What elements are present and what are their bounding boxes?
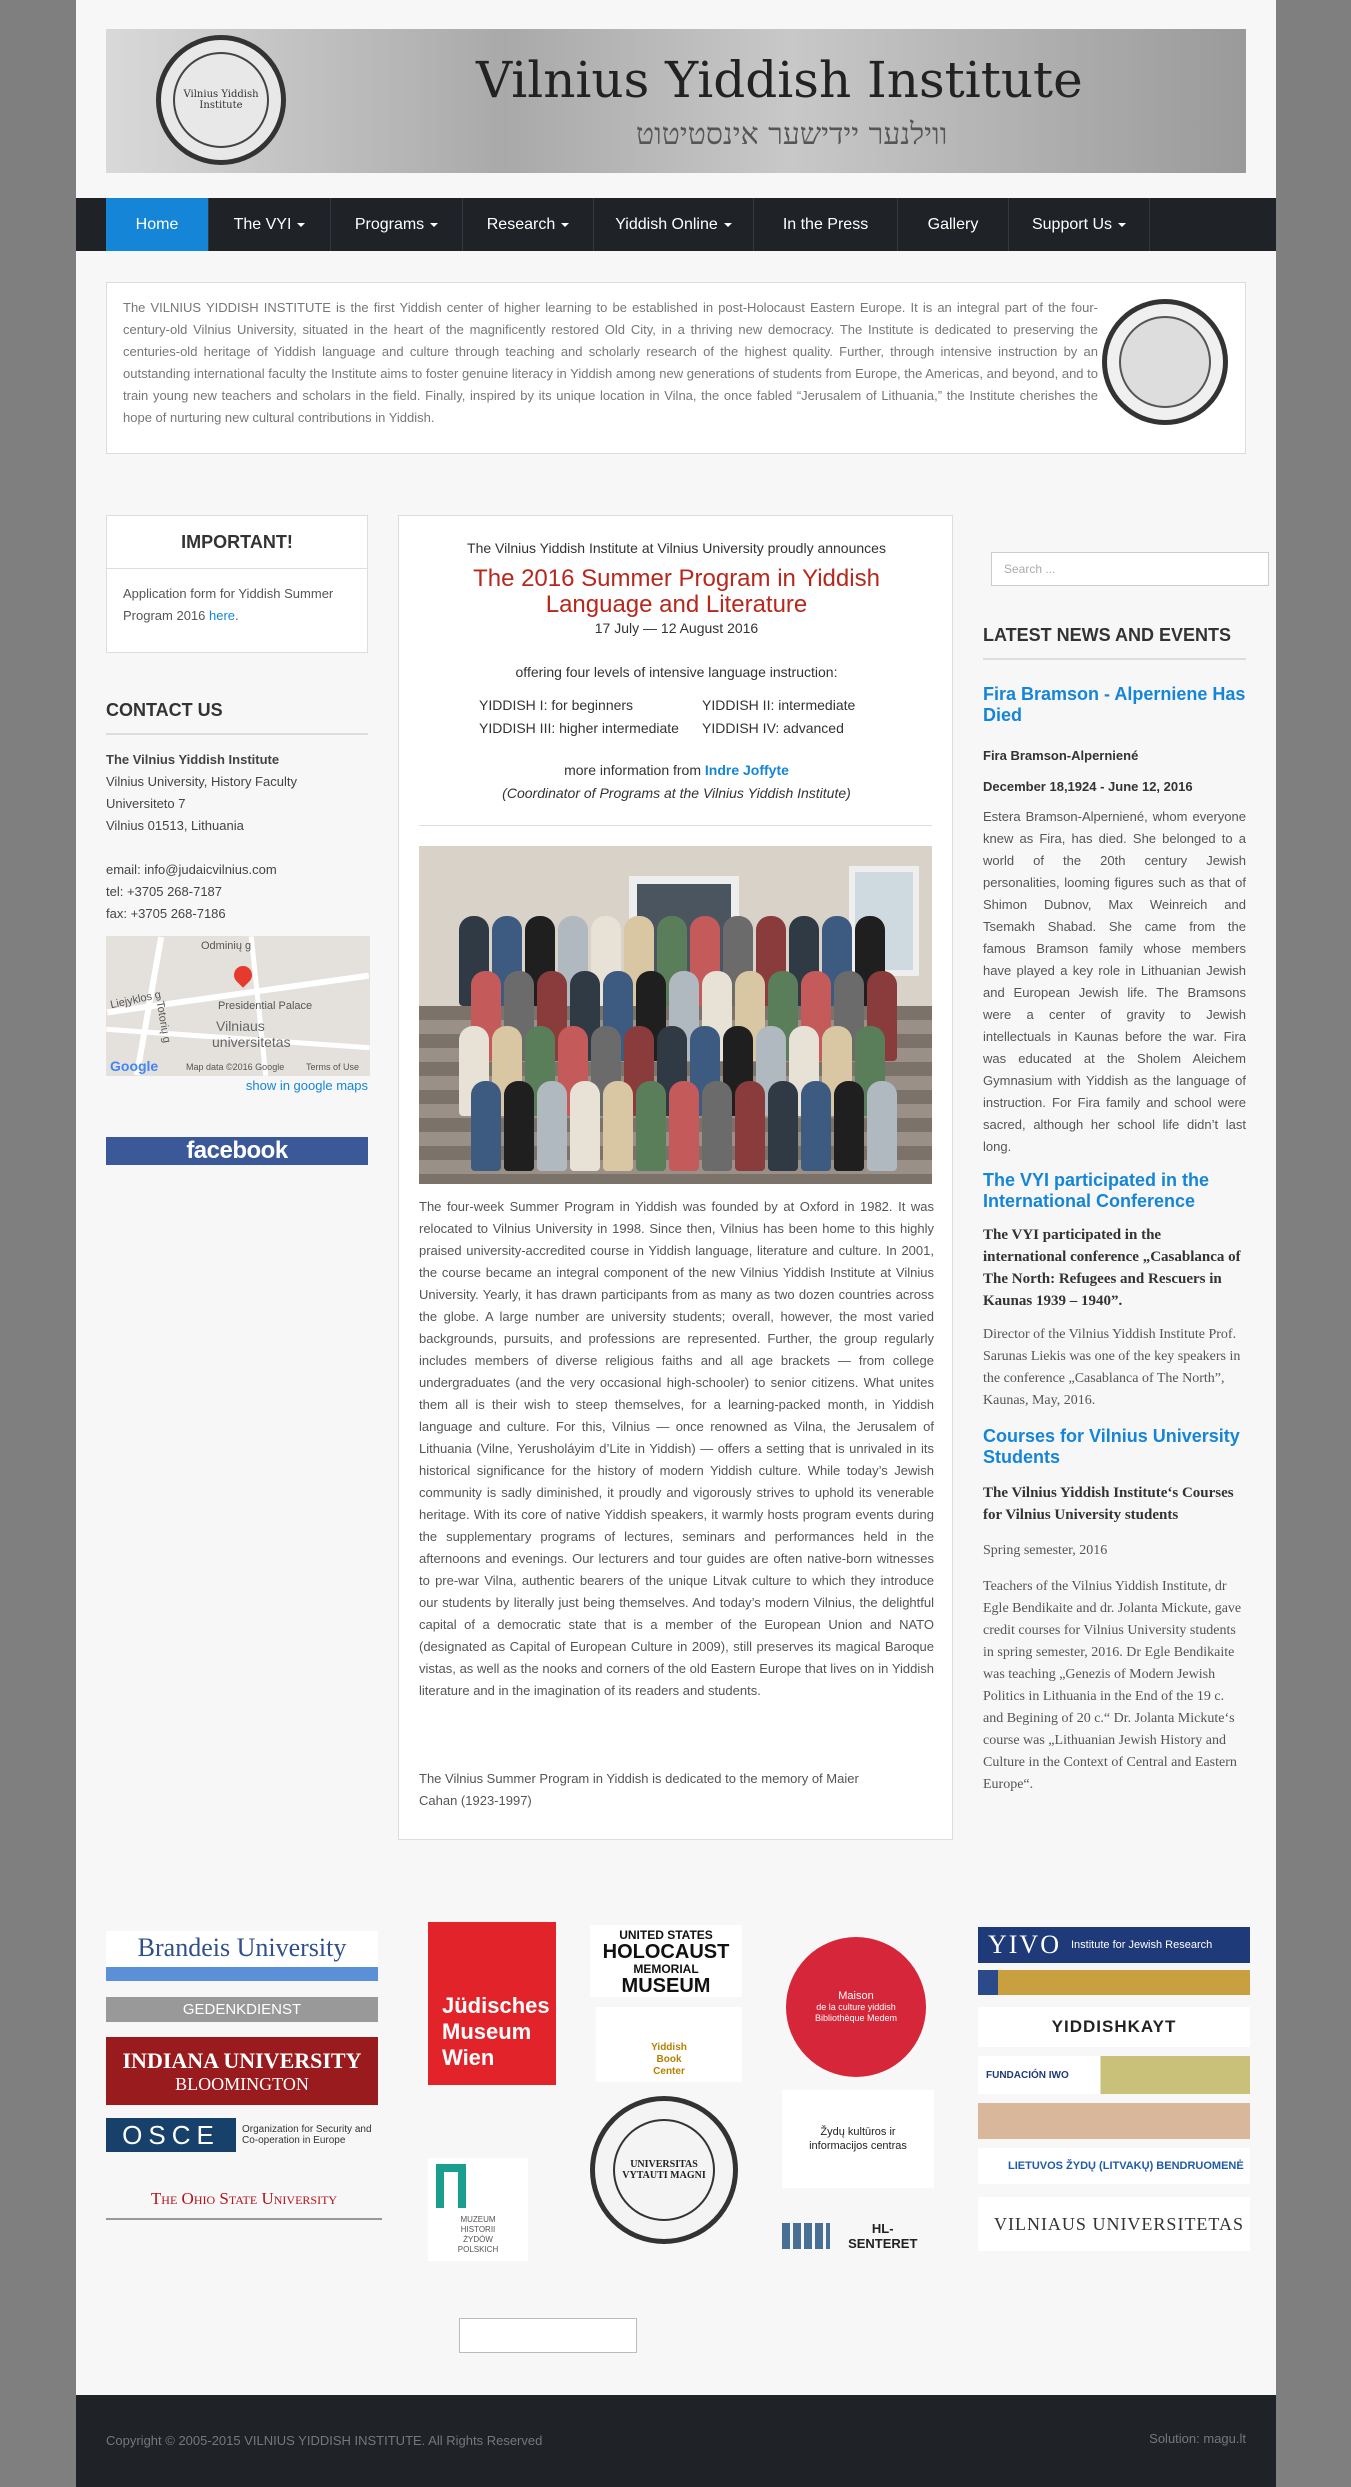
nav-research[interactable]: Research (463, 198, 594, 251)
brandeis-logo[interactable]: Brandeis University (106, 1931, 378, 1981)
news-item-2-text: Director of the Vilnius Yiddish Institute Prof. Sarunas Liekis was one of the key speakers in the conference „Casablanca of The North”, Kaunas, May, 2016. (983, 1327, 1241, 1408)
levels-list (479, 694, 899, 740)
photo-person (669, 1081, 699, 1171)
solution-link[interactable]: Solution: magu.lt (1149, 2431, 1246, 2446)
nav-home[interactable]: Home (106, 198, 209, 251)
osce-logo[interactable]: OSCE Organization for Security and Co-operation in Europe (106, 2117, 378, 2153)
photo-person (570, 1081, 600, 1171)
nav-support-us[interactable]: Support Us (1009, 198, 1150, 251)
intro-text: The VILNIUS YIDDISH INSTITUTE is the first Yiddish center of higher learning to be established in post-Holocaust Eastern Europe. It is an integral part of the four-century-old Vilnius University, situated in the heart of the magnificently restored Old City, in a thriving new democracy. The Institute is dedicated to preserving the centuries-old heritage of Yiddish language and culture through teaching and scholarly research of the highest quality. Further, through intensive instruction by an outstanding international faculty the Institute aims to foster genuine literacy in Yiddish among new generations of students from Europe, the Americas, and beyond, and to train young new teachers and scholars in the field. Finally, inspired by its unique location in Vilna, the once fabled “Jerusalem of Lithuania,” the Institute cherishes the hope of nurturing new cultural contributions in Yiddish. (123, 300, 1098, 425)
photo-person (603, 1081, 633, 1171)
maison-culture-yiddish-logo[interactable]: Maison de la culture yiddish Bibliothèque Medem (786, 1937, 926, 2077)
site-title-yiddish: ווילנער יידישער אינסטיטוט (636, 117, 948, 152)
group-photo (419, 846, 932, 1184)
map-street-2: Odminių g (201, 940, 252, 952)
contact-address-2: Universiteto 7 (106, 796, 186, 811)
institute-seal-logo-small (1102, 299, 1228, 425)
photo-person (537, 1081, 567, 1171)
institute-seal-logo (156, 35, 286, 165)
nav-gallery[interactable]: Gallery (898, 198, 1009, 251)
photo-person (867, 1081, 897, 1171)
page (76, 0, 1276, 2487)
nav-yiddish-online[interactable]: Yiddish Online (594, 198, 754, 251)
news-item-1-title[interactable]: Fira Bramson - Alperniene Has Died (983, 684, 1246, 725)
fundacion-iwo-logo[interactable]: FUNDACIÓN IWO (978, 2056, 1250, 2094)
dedication-text: The Vilnius Summer Program in Yiddish is dedicated to the memory of Maier Cahan (1923-1997) (419, 1771, 859, 1808)
ushmm-logo[interactable]: UNITED STATES HOLOCAUST MEMORIAL MUSEUM (590, 1925, 742, 1997)
map-place-label: Presidential Palace (218, 1000, 313, 1012)
main-navigation (76, 198, 1276, 251)
lzb-community-logo[interactable]: LIETUVOS ŽYDŲ (LITVAKŲ) BENDRUOMENĖ (978, 2148, 1250, 2184)
nav-list (76, 198, 1276, 251)
level-4: YIDDISH IV: advanced (702, 720, 844, 736)
photo-person (471, 1081, 501, 1171)
map-area-label-2: universitetas (212, 1034, 291, 1050)
google-logo: Google (110, 1058, 159, 1074)
main-content (398, 515, 953, 1840)
news-item-1-name: Fira Bramson-Alperniené (983, 748, 1139, 763)
show-in-google-maps-link[interactable]: show in google maps (245, 1078, 368, 1093)
google-map[interactable] (106, 936, 370, 1076)
photo-person (768, 1081, 798, 1171)
news-title: LATEST NEWS AND EVENTS (983, 625, 1246, 660)
contact-address-1: Vilnius University, History Faculty (106, 774, 297, 789)
news-item-3-title[interactable]: Courses for Vilnius University Students (983, 1426, 1240, 1467)
news-item-2-lead: The VYI participated in the international conference „Casablanca of The North: Refugees and Rescuers in Kaunas 1939 – 1940”. (983, 1227, 1241, 1309)
important-title: IMPORTANT! (107, 516, 367, 569)
nav-in-the-press[interactable]: In the Press (754, 198, 898, 251)
contact-tel: tel: +3705 268-7187 (106, 884, 223, 899)
caret-down-icon (297, 223, 305, 227)
header-banner[interactable] (106, 29, 1246, 173)
important-text: Application form for Yiddish Summer Program 2016 here. (123, 586, 334, 623)
program-dates: 17 July — 12 August 2016 (594, 620, 759, 636)
news-item-1-dates: December 18,1924 - June 12, 2016 (983, 779, 1193, 794)
polin-museum-logo[interactable]: MUZEUM HISTORII ŻYDÓW POLSKICH (428, 2158, 528, 2261)
site-title: Vilnius Yiddish Institute (476, 51, 1083, 109)
nav-the-vyi[interactable]: The VYI (209, 198, 331, 251)
caret-down-icon (430, 223, 438, 227)
contact-address-3: Vilnius 01513, Lithuania (106, 818, 244, 833)
map-street-1: Liejyklos g (109, 988, 163, 1012)
zydu-kulturos-centras-logo[interactable]: Žydų kultūros ir informacijos centras (782, 2090, 934, 2188)
coordinator-link[interactable]: Indre Joffyte (704, 762, 789, 778)
partner-banner-logo[interactable] (978, 1970, 1250, 1995)
seal-text: Vilnius Yiddish Institute (173, 52, 269, 148)
news-item-1-text: Estera Bramson-Alperniené, whom everyone knew as Fira, has died. She belonged to a world of the 20th century Jewish personalities, looming figures such as that of Shimon Dubnov, Max Weinreich and Tsemakh Shabad. She came from the famous Bramson family whose members have played a key role in Lithuanian Jewish and European Jewish life. The Bramsons were a center of gravity to Jewish intellectuals in Kaunas before the war. Fira was educated at the Sholem Aleichem Gymnasium with Yiddish as the language of instruction. For Fira family and school were sacred, although her school life didn’t last long. (983, 809, 1246, 1154)
ohio-state-logo[interactable]: The Ohio State University (106, 2180, 382, 2220)
search-input[interactable]: Search ... (991, 552, 1269, 586)
partners-logos (106, 1920, 1246, 2270)
application-form-link[interactable]: here (209, 608, 236, 623)
museum-banner-logo[interactable] (978, 2103, 1250, 2139)
caret-down-icon (1118, 223, 1126, 227)
photo-person (636, 1081, 666, 1171)
map-area-label-1: Vilniaus (216, 1018, 265, 1034)
indiana-university-logo[interactable]: INDIANA UNIVERSITY BLOOMINGTON (106, 2037, 378, 2105)
level-1: YIDDISH I: for beginners (479, 697, 634, 713)
hl-senteret-logo[interactable]: HL-SENTERET (782, 2220, 934, 2252)
contact-title: CONTACT US (106, 700, 368, 735)
coordinator-title: (Coordinator of Programs at the Vilnius Yiddish Institute) (502, 785, 851, 801)
news-item-2-title[interactable]: The VYI participated in the International Conference (983, 1170, 1210, 1211)
important-box (106, 515, 368, 653)
contact-name: The Vilnius Yiddish Institute (106, 752, 280, 767)
photo-person (834, 1081, 864, 1171)
photo-person (735, 1081, 765, 1171)
photo-person (702, 1081, 732, 1171)
nav-programs[interactable]: Programs (331, 198, 463, 251)
contact-details (106, 749, 368, 925)
vilnius-university-logo[interactable]: VILNIAUS UNIVERSITETAS (978, 2197, 1250, 2251)
divider (419, 825, 932, 826)
copyright-text: Copyright © 2005-2015 VILNIUS YIDDISH INSTITUTE. All Rights Reserved (106, 2433, 543, 2448)
map-data-credit: Map data ©2016 Google (186, 1062, 285, 1072)
photo-person (504, 1081, 534, 1171)
yivo-logo[interactable]: YIVO Institute for Jewish Research (978, 1927, 1250, 1963)
announce-text: The Vilnius Yiddish Institute at Vilnius University proudly announces (467, 540, 886, 556)
caret-down-icon (561, 223, 569, 227)
program-title: The 2016 Summer Program in Yiddish Language and Literature (473, 565, 880, 618)
news-item-3-text: Teachers of the Vilnius Yiddish Institute, dr Egle Bendikaite and dr. Jolanta Mickute, gave credit courses for Vilnius University students in spring semester, 2016. Dr Egle Bendikaite was teaching „Genezis of Modern Jewish Politics in Lithuania in the End of the 19 c. and Begining of 20 c.“ Dr. Jolanta Mickute‘s course was „Lithuanian Jewish History and Culture in the Context of Central and Eastern Europe“. (983, 1579, 1242, 1792)
caret-down-icon (724, 223, 732, 227)
intro-box (106, 282, 1246, 454)
map-terms-link[interactable]: Terms of Use (306, 1062, 360, 1072)
seal-inner (1119, 316, 1211, 408)
yiddishkayt-logo[interactable]: YIDDISHKAYT (978, 2007, 1250, 2047)
contact-fax: fax: +3705 268-7186 (106, 906, 226, 921)
news-section (983, 625, 1246, 1796)
juedisches-museum-wien-logo[interactable]: Jüdisches Museum Wien (428, 1922, 556, 2085)
map-street-3: Totorių g (153, 1000, 173, 1044)
widget-box[interactable] (459, 2318, 637, 2353)
photo-person (801, 1081, 831, 1171)
contact-section (106, 700, 368, 925)
footer (76, 2395, 1276, 2487)
level-2: YIDDISH II: intermediate (702, 697, 856, 713)
program-description: The four-week Summer Program in Yiddish was founded by at Oxford in 1982. It was relocated to Vilnius University in 1998. Since then, Vilnius has been home to this highly praised university-accredited course in Yiddish language, literature and culture. In 2001, the course became an integral component of the new Vilnius Yiddish Institute at Vilnius University. Yearly, it has drawn participants from as many as two dozen countries across the globe. A large number are university students; overall, however, the most varied backgrounds, pursuits, and professions are represented. Further, the group regularly includes members of diverse religious faiths and all age brackets — from college undergraduates (and the very occasional high-schooler) to senior citizens. What unites them all is their wish to steep themselves, for a learning-packed month, in Yiddish language and culture. For this, Vilnius — once renowned as Vilna, the Jerusalem of Lithuania (Vilne, Yerusholáyim d’Lite in Yiddish) — offers a setting that is unrivaled in its historical significance for the history of modern Yiddish culture. While today’s Jewish community is sadly diminished, it proudly and vigorously strives to uphold its venerable heritage. With its core of native Yiddish speakers, it warmly hosts program events during the supplementary programs of lectures, seminars and performances held in the afternoons and evenings. Our lecturers and tour guides are often native-born witnesses to pre-war Vilna, authentic bearers of the unique Litvak culture to which they introduce our students by literally just being themselves. And today’s modern Vilnius, the delightful capital of a democratic state that is a member of the European Union and NATO (designated as Capital of European Culture in 2009), still preserves its magical Baroque vistas, as well as the nooks and corners of the old Eastern Europe that lives on in Yiddish literature and in the imagination of its readers and students. (419, 1199, 934, 1698)
news-item-3-lead: The Vilnius Yiddish Institute‘s Courses for Vilnius University students (983, 1485, 1234, 1523)
vytautas-magnus-university-seal[interactable]: UNIVERSITAS VYTAUTI MAGNI (590, 2096, 738, 2244)
gedenkdienst-logo[interactable]: GEDENKDIENST (106, 1997, 378, 2022)
level-3: YIDDISH III: higher intermediate (479, 720, 679, 736)
news-item-3-semester: Spring semester, 2016 (983, 1543, 1108, 1558)
more-info: more information from Indre Joffyte (564, 762, 789, 778)
facebook-button[interactable]: facebook (106, 1137, 368, 1165)
contact-email[interactable]: email: info@judaicvilnius.com (106, 862, 277, 877)
yiddish-book-center-logo[interactable]: Yiddish Book Center (596, 2007, 742, 2082)
offering-text: offering four levels of intensive language instruction: (515, 664, 838, 680)
